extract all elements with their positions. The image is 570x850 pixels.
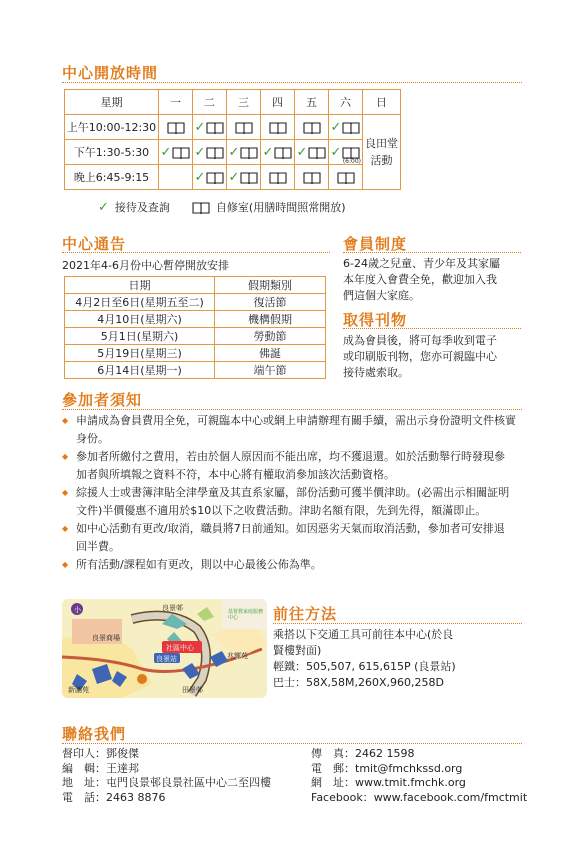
- slot-cell: [261, 140, 295, 165]
- contact-facebook[interactable]: [311, 791, 527, 806]
- slot-label: 上午10:00-12:30: [65, 115, 159, 140]
- slot-cell: [227, 115, 261, 140]
- holiday-table: [64, 276, 326, 379]
- tick-icon: ✓: [228, 144, 240, 160]
- book-icon: [342, 146, 360, 159]
- closing-time-note: (6:00): [342, 158, 361, 165]
- notice-title-rule: [62, 252, 330, 253]
- contact-title-rule: [62, 743, 522, 744]
- slot-cell: [193, 165, 227, 190]
- slot-cell: [295, 165, 329, 190]
- book-icon: [308, 146, 326, 159]
- holiday-date: 6月14日(星期一): [65, 362, 215, 379]
- note-line: ◆ 如中心活動有更改/取消，職員將7日前通知。如因惡劣天氣而取消活動，參加者可安排退: [76, 522, 505, 535]
- membership-title: 會員制度: [343, 235, 408, 253]
- note-line: ◆ 綜援人士或書簿津貼全津學童及其直系家屬，部份活動可獲半價津助。(必需出示相關証明: [76, 486, 510, 499]
- holiday-type: 端午節: [215, 362, 326, 379]
- map-label-zhaoyao: 兆輝苑: [227, 652, 248, 660]
- legend-book-label: 自修室(用膳時間照常開放): [215, 201, 346, 214]
- list-item: [62, 412, 520, 448]
- list-item: [62, 556, 520, 574]
- sunday-note: 良田堂 活動: [363, 115, 401, 190]
- book-icon: [274, 146, 292, 159]
- day-header: 星期: [65, 90, 159, 115]
- contact-label: 傳 真：: [311, 747, 355, 760]
- book-icon: [337, 171, 355, 184]
- holiday-type: 佛誕: [215, 345, 326, 362]
- notice-title: 中心通告: [62, 235, 127, 253]
- tick-icon: ✓: [194, 119, 206, 135]
- map-label-small: 小: [74, 606, 81, 614]
- light-rail-routes: 輕鐵：505,507, 615,615P (良景站): [273, 660, 456, 673]
- note-line: 文件)半價優惠不適用於$10以下之收費活動。津助名額有限，先到先得，額滿即止。: [76, 504, 487, 517]
- contact-website[interactable]: [311, 776, 527, 791]
- membership-line: 本年度入會費全免，歡迎加入我: [343, 273, 497, 286]
- publication-title-rule: [343, 328, 521, 329]
- contact-address: [62, 776, 271, 791]
- day-sat: 六: [329, 90, 363, 115]
- note-line: ◆ 申請成為會員費用全免，可親臨本中心或網上申請辦理有關手續，需出示身份證明文件核實: [76, 414, 516, 427]
- holiday-type: 復活節: [215, 294, 326, 311]
- table-row: [65, 328, 326, 345]
- contact-label: Facebook：: [311, 790, 374, 804]
- note-line: 加者與所填報之資料不符，本中心將有權取消參加該次活動資格。: [76, 468, 395, 481]
- contact-email[interactable]: [311, 762, 527, 777]
- slot-cell: [329, 115, 363, 140]
- book-icon: [303, 121, 321, 134]
- publication-text: [343, 333, 497, 381]
- book-icon: [240, 171, 258, 184]
- facebook-link[interactable]: www.facebook.com/fmctmit: [373, 790, 528, 804]
- book-icon: [192, 201, 210, 214]
- directions-title: 前往方法: [273, 605, 338, 623]
- map-label-liangjing-station: 良景站: [156, 655, 177, 663]
- membership-line: 們這個大家庭。: [343, 289, 420, 302]
- map-label-liangjing-mall: 良景商場: [92, 634, 120, 642]
- tick-icon: ✓: [194, 169, 206, 185]
- slot-label: 晚上6:45-9:15: [65, 165, 159, 190]
- table-row: [65, 362, 326, 379]
- day-thu: 四: [261, 90, 295, 115]
- slot-cell: [261, 115, 295, 140]
- book-icon: [235, 121, 253, 134]
- directions-title-rule: [273, 623, 522, 624]
- tick-icon: ✓: [160, 144, 172, 160]
- slot-cell: [193, 140, 227, 165]
- book-icon: [206, 121, 224, 134]
- list-item: [62, 484, 520, 520]
- book-icon: [167, 121, 185, 134]
- legend-tick-label: 接待及查詢: [114, 201, 170, 214]
- bus-routes: 巴士：58X,58M,260X,960,258D: [273, 676, 444, 689]
- publication-line: 或印刷版刊物，您亦可親臨中心: [343, 350, 497, 363]
- holiday-date: 5月1日(星期六): [65, 328, 215, 345]
- contact-label: 電 話：: [62, 790, 106, 804]
- map-logo-text: 基督教家庭服務中心: [228, 609, 264, 621]
- slot-cell: [227, 165, 261, 190]
- map-label-tianjing: 田景邨: [182, 686, 203, 694]
- book-icon: [269, 121, 287, 134]
- tick-icon: ✓: [98, 199, 109, 215]
- table-row: [65, 345, 326, 362]
- slot-cell: [227, 140, 261, 165]
- tick-icon: ✓: [228, 169, 240, 185]
- contact-right: [311, 747, 527, 805]
- contact-value: 屯門良景邨良景社區中心二至四樓: [106, 776, 271, 789]
- book-icon: [303, 171, 321, 184]
- day-fri: 五: [295, 90, 329, 115]
- participant-notes-list: [62, 412, 520, 574]
- contact-value: 鄧俊傑: [106, 747, 139, 760]
- slot-cell: [295, 115, 329, 140]
- directions-line: 乘搭以下交通工具可前往本中心(於良: [273, 628, 454, 641]
- contact-value: 王達邦: [106, 761, 139, 775]
- day-mon: 一: [159, 90, 193, 115]
- email-link[interactable]: tmit@fmchkssd.org: [355, 761, 463, 775]
- hours-row-morning: [65, 115, 401, 140]
- slot-cell: [159, 115, 193, 140]
- contact-left: [62, 747, 271, 805]
- holiday-date: 4月10日(星期六): [65, 311, 215, 328]
- holiday-date-header: 日期: [65, 277, 215, 294]
- slot-cell: [329, 165, 363, 190]
- hours-title-rule: [62, 82, 522, 83]
- website-link[interactable]: www.tmit.fmchk.org: [355, 776, 466, 789]
- map-label-liangjing: 良景邨: [162, 604, 183, 612]
- holiday-type-header: 假期類別: [215, 277, 326, 294]
- publication-title: 取得刊物: [343, 311, 408, 329]
- participants-title: 參加者須知: [62, 391, 143, 409]
- tick-icon: ✓: [262, 144, 274, 160]
- list-item: [62, 448, 520, 484]
- directions-line: 賢樓對面): [273, 644, 322, 657]
- contact-title: 聯絡我們: [62, 725, 127, 743]
- slot-cell: [193, 115, 227, 140]
- table-row: [65, 294, 326, 311]
- book-icon: [342, 121, 360, 134]
- publication-line: 接待處索取。: [343, 366, 409, 379]
- day-wed: 三: [227, 90, 261, 115]
- membership-text: [343, 256, 500, 304]
- contact-phone: [62, 791, 271, 806]
- hours-table: [64, 89, 401, 190]
- membership-title-rule: [343, 252, 521, 253]
- tick-icon: ✓: [296, 144, 308, 160]
- book-icon: [269, 171, 287, 184]
- hours-legend: [98, 199, 346, 215]
- hours-header-row: [65, 90, 401, 115]
- holiday-date: 4月2日至6日(星期五至二): [65, 294, 215, 311]
- table-row: [65, 311, 326, 328]
- location-map: [62, 599, 267, 698]
- slot-cell: [159, 140, 193, 165]
- membership-line: 6-24歲之兒童、青少年及其家屬: [343, 257, 500, 270]
- hours-row-afternoon: [65, 140, 401, 165]
- contact-label: 督印人：: [62, 747, 106, 760]
- holiday-type: 機構假期: [215, 311, 326, 328]
- tick-icon: ✓: [194, 144, 206, 160]
- slot-cell: [261, 165, 295, 190]
- slot-label: 下午1:30-5:30: [65, 140, 159, 165]
- holiday-date: 5月19日(星期三): [65, 345, 215, 362]
- tick-icon: ✓: [330, 144, 342, 160]
- directions-text: [273, 627, 503, 691]
- note-line: 身份。: [76, 432, 109, 445]
- contact-label: 編 輯：: [62, 761, 106, 775]
- slot-cell: [329, 140, 363, 165]
- contact-editor: [62, 762, 271, 777]
- holiday-header-row: [65, 277, 326, 294]
- tick-icon: ✓: [330, 119, 342, 135]
- list-item: [62, 520, 520, 556]
- contact-fax: [311, 747, 527, 762]
- participants-title-rule: [62, 409, 522, 410]
- contact-label: 電 郵：: [311, 761, 355, 775]
- hours-row-evening: [65, 165, 401, 190]
- contact-value: 2462 1598: [355, 747, 415, 760]
- contact-value: 2463 8876: [106, 790, 166, 804]
- holiday-type: 勞動節: [215, 328, 326, 345]
- book-icon: [172, 146, 190, 159]
- book-icon: [240, 146, 258, 159]
- contact-label: 網 址：: [311, 776, 355, 789]
- slot-cell: [159, 165, 193, 190]
- day-sun: 日: [363, 90, 401, 115]
- note-line: 回半費。: [76, 540, 120, 553]
- hours-title: 中心開放時間: [62, 64, 159, 82]
- book-icon: [206, 171, 224, 184]
- map-label-community-center: 社區中心: [166, 644, 194, 652]
- contact-publisher: [62, 747, 271, 762]
- note-line: ◆ 所有活動/課程如有更改，則以中心最後公佈為準。: [76, 558, 322, 571]
- publication-line: 成為會員後，將可每季收到電子: [343, 334, 497, 347]
- book-icon: [206, 146, 224, 159]
- contact-label: 地 址：: [62, 776, 106, 789]
- day-tue: 二: [193, 90, 227, 115]
- map-label-xinjing: 新圍苑: [68, 686, 89, 694]
- notice-subtitle: 2021年4-6月份中心暫停開放安排: [62, 259, 229, 272]
- slot-cell: [295, 140, 329, 165]
- note-line: ◆ 參加者所繳付之費用，若由於個人原因而不能出席，均不獲退還。如於活動舉行時發現參: [76, 450, 505, 463]
